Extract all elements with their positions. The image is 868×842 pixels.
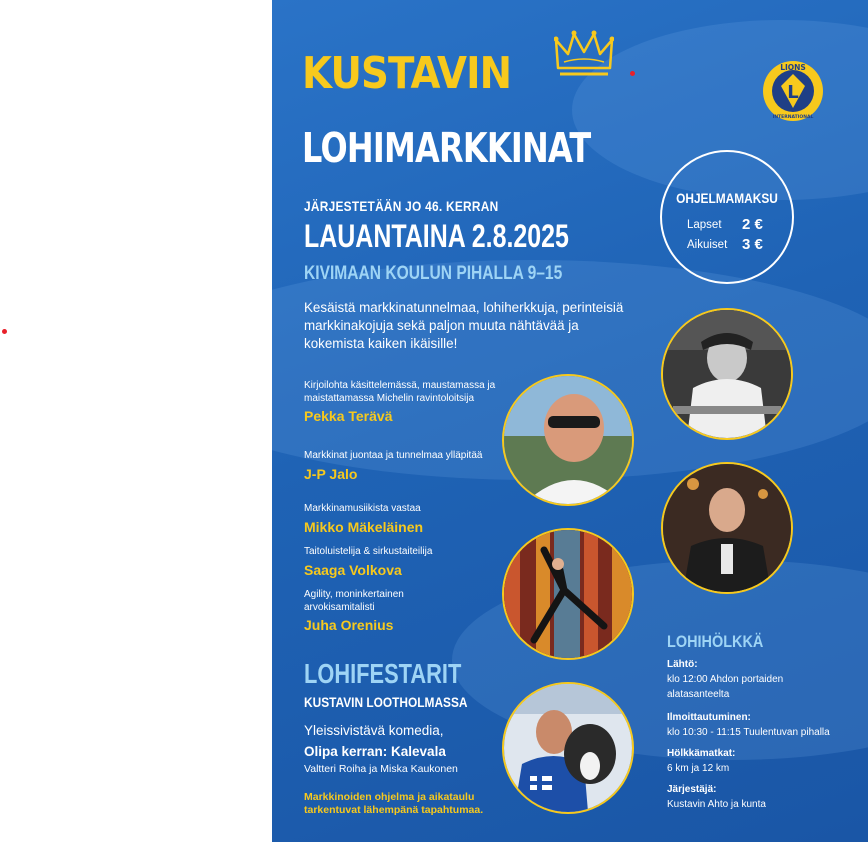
crown-icon [554, 28, 614, 81]
festival-title: LOHIFESTARIT [304, 658, 462, 689]
lions-logo [760, 60, 826, 127]
run-label: Hölkkämatkat: [667, 748, 736, 759]
schedule-note: Markkinoiden ohjelma ja aikataulu tarkentuvat lähempänä tapahtumaa. [304, 791, 484, 816]
performer-role: Agility, moninkertainen arvokisamitalisti [304, 589, 404, 613]
event-location: KIVIMAAN KOULUN PIHALLA 9–15 [304, 263, 563, 284]
title-lohimarkkinat: LOHIMARKKINAT [302, 124, 591, 172]
performer-juha [304, 589, 464, 633]
fee-title: OHJELMAMAKSU [676, 190, 778, 206]
performer-saaga [304, 546, 504, 578]
performer-role: Markkinamusiikista vastaa [304, 503, 421, 514]
performer-name: Saaga Volkova [304, 561, 402, 578]
edition-subtitle: JÄRJESTETÄÄN JO 46. KERRAN [304, 198, 499, 214]
run-start [667, 658, 867, 702]
performer-name: Pekka Terävä [304, 408, 393, 424]
fee-row-children [687, 216, 777, 233]
performer-jp [304, 450, 504, 482]
performer-role: Markkinat juontaa ja tunnelmaa ylläpitää [304, 450, 483, 461]
performer-name: J-P Jalo [304, 465, 358, 482]
photo-saaga [502, 528, 634, 660]
program-fee-badge [660, 150, 794, 284]
fee-label: Aikuiset [687, 239, 728, 251]
festival-genre: Yleissivistävä komedia, [304, 723, 444, 738]
intro-text: Kesäistä markkinatunnelmaa, lohiherkkuja, perinteisiä markkinakojuja sekä paljon muuta nähtävää ja kokemista kaiken ikäisille! [304, 300, 624, 351]
run-label: Ilmoittautuminen: [667, 712, 751, 723]
event-poster [272, 0, 868, 842]
fee-row-adults [687, 236, 777, 253]
run-registration [667, 711, 867, 740]
fee-price: 2 € [742, 216, 763, 233]
photo-jp-jalo [661, 462, 793, 594]
run-value: Kustavin Ahto ja kunta [667, 799, 766, 810]
lions-logo-subtext: INTERNATIONAL [772, 115, 814, 120]
run-distances [667, 747, 867, 776]
photo-juha [502, 682, 634, 814]
red-dot-marker [630, 71, 635, 76]
run-value: klo 12:00 Ahdon portaiden alatasanteelta [667, 674, 784, 700]
run-title: LOHIHÖLKKÄ [667, 632, 764, 651]
festival-cast: Valtteri Roiha ja Miska Kaukonen [304, 763, 458, 775]
run-organizer [667, 783, 867, 812]
run-value: klo 10:30 - 11:15 Tuulentuvan pihalla [667, 727, 830, 738]
run-label: Lähtö: [667, 659, 698, 670]
photo-chef [661, 308, 793, 440]
performer-pekka [304, 380, 504, 424]
event-date: LAUANTAINA 2.8.2025 [304, 218, 569, 254]
performer-name: Juha Orenius [304, 617, 394, 633]
fee-label: Lapset [687, 219, 722, 231]
red-dot-marker [2, 329, 7, 334]
run-value: 6 km ja 12 km [667, 763, 730, 774]
festival-show: Olipa kerran: Kalevala [304, 744, 446, 759]
run-label: Järjestäjä: [667, 784, 717, 795]
performer-role: Taitoluistelija & sirkustaiteilija [304, 546, 433, 557]
performer-role: Kirjoilohta käsittelemässä, maustamassa ja maistattamassa Michelin ravintoloitsija [304, 380, 496, 404]
photo-pekka [502, 374, 634, 506]
lions-logo-letter: L [787, 82, 799, 103]
performer-name: Mikko Mäkeläinen [304, 518, 424, 535]
festival-venue: KUSTAVIN LOOTHOLMASSA [304, 694, 468, 710]
lions-logo-name: LIONS [780, 63, 806, 72]
performer-mikko [304, 503, 504, 535]
title-kustavin: KUSTAVIN [302, 48, 512, 99]
fee-price: 3 € [742, 236, 763, 253]
